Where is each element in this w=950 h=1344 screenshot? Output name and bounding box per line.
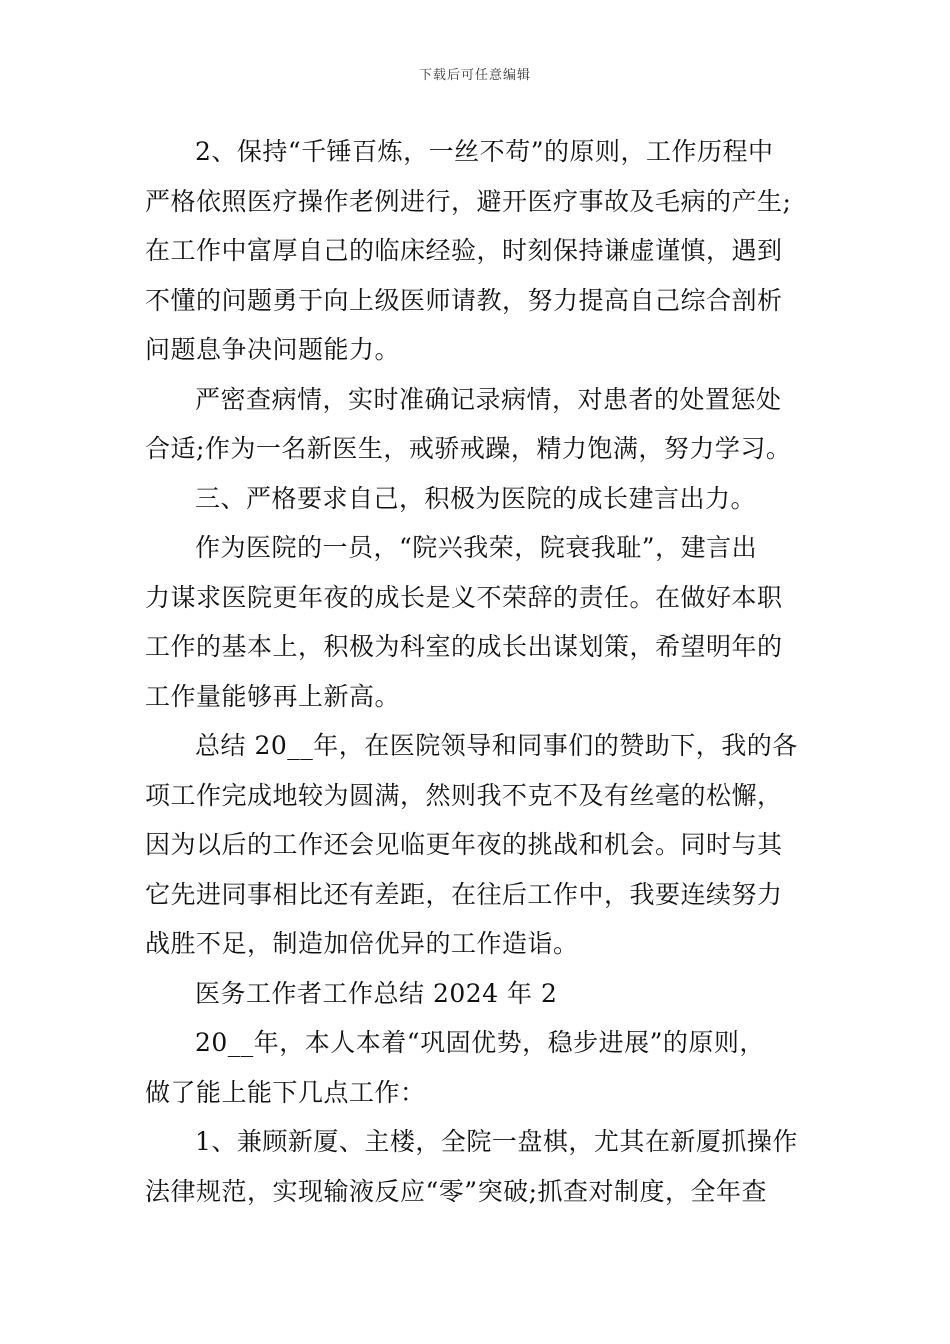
text-line: 战胜不足，制造加倍优异的工作造诣。	[145, 929, 579, 958]
text-line: 工作量能够再上新高。	[145, 681, 401, 711]
paragraph	[145, 1018, 810, 1117]
page-header: 下载后可任意编辑	[418, 68, 531, 83]
text-line: 力谋求医院更年夜的成长是义不荣辞的责任。在做好本职	[145, 582, 783, 612]
text-line: 它先进同事相比还有差距，在往后工作中，我要连续努力	[145, 879, 783, 909]
text-line: 问题息争决问题能力。	[145, 335, 401, 364]
text-line: 因为以后的工作还会见临更年夜的挑战和机会。同时与其	[145, 830, 783, 859]
paragraph	[145, 1117, 810, 1216]
paragraph	[145, 127, 810, 375]
text-line: 20__年，本人本着“巩固优势，稳步进展”的原则，	[195, 1028, 765, 1057]
paragraph	[145, 721, 810, 969]
text-line: 法律规范，实现输液反应“零”突破;抓查对制度，全年查	[145, 1176, 767, 1206]
paragraph	[145, 969, 810, 1019]
text-line: 合适;作为一名新医生，戒骄戒躁，精力饱满，努力学习。	[145, 434, 792, 463]
text-line: 医务工作者工作总结 2024 年 2	[195, 978, 558, 1008]
text-line: 严格依照医疗操作老例进行，避开医疗事故及毛病的产生;	[145, 186, 792, 216]
paragraph	[145, 523, 810, 721]
text-line: 在工作中富厚自己的临床经验，时刻保持谦虚谨慎，遇到	[145, 236, 783, 265]
text-line: 三、严格要求自己，积极为医院的成长建言出力。	[195, 483, 757, 513]
text-line: 严密查病情，实时准确记录病情，对患者的处置惩处	[195, 384, 782, 414]
text-line: 工作的基本上，积极为科室的成长出谋划策，希望明年的	[145, 632, 783, 661]
text-line: 2、保持“千锤百炼，一丝不苟”的原则，工作历程中	[195, 137, 774, 166]
text-line: 1、兼顾新厦、主楼，全院一盘棋，尤其在新厦抓操作	[195, 1127, 798, 1156]
text-line: 作为医院的一员，“院兴我荣，院衰我耻”，建言出	[195, 533, 758, 562]
paragraph	[145, 375, 810, 474]
document-body	[145, 127, 810, 1216]
paragraph	[145, 474, 810, 524]
text-line: 做了能上能下几点工作：	[145, 1077, 426, 1107]
text-line: 不懂的问题勇于向上级医师请教，努力提高自己综合剖析	[145, 285, 783, 315]
text-line: 项工作完成地较为圆满，然则我不克不及有丝毫的松懈，	[145, 780, 783, 810]
text-line: 总结 20__年，在医院领导和同事们的赞助下，我的各	[195, 731, 798, 760]
